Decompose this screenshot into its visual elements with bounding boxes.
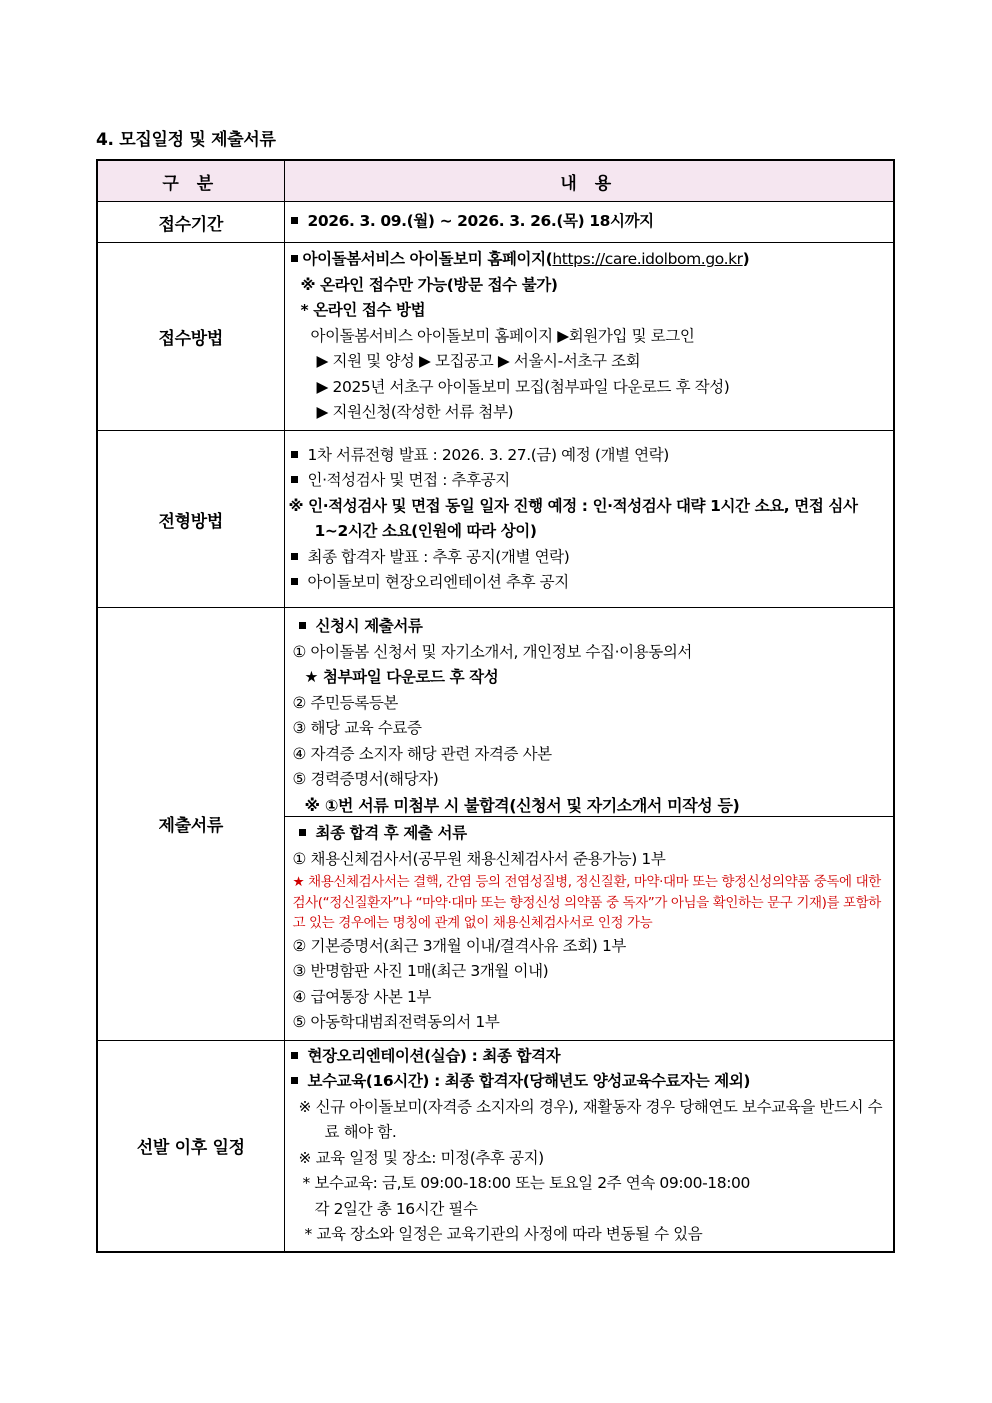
content-selection-method	[284, 431, 894, 608]
after-line2: 보수교육(16시간) : 최종 합격자(당해년도 양성교육수료자는 제외)	[307, 1072, 751, 1091]
final-item2: ② 기본증명서(최근 3개월 이내/결격사유 조회) 1부	[292, 936, 626, 955]
method-line6: ▶ 2025년 서초구 아이돌보미 모집(첨부파일 다운로드 후 작성)	[316, 377, 730, 396]
bullet-square-icon	[291, 451, 298, 458]
method-line1-suffix: )	[742, 250, 750, 269]
label-reception-period: 접수기간	[97, 202, 284, 243]
apply-item1: ① 아이돌봄 신청서 및 자기소개서, 개인정보 수집·이용동의서	[292, 642, 692, 661]
header-row	[97, 160, 894, 202]
after-line4: ※ 교육 일정 및 장소: 미정(추후 공지)	[298, 1148, 544, 1167]
apply-documents-block	[285, 608, 894, 816]
label-reception-method: 접수방법	[97, 243, 284, 431]
row-reception-method	[97, 243, 894, 431]
recruitment-table	[96, 159, 895, 1253]
selection-line5: 아이돌보미 현장오리엔테이션 추후 공지	[307, 573, 569, 591]
row-selection-method	[97, 431, 894, 608]
bullet-square-icon	[291, 1077, 298, 1084]
bullet-square-icon	[299, 622, 306, 629]
method-line1-prefix: 아이돌봄서비스 아이돌보미 홈페이지(	[302, 250, 553, 269]
final-title: 최종 합격 후 제출 서류	[315, 824, 467, 842]
bullet-square-icon	[299, 829, 306, 836]
method-line7: ▶ 지원신청(작성한 서류 첨부)	[316, 403, 514, 422]
bullet-square-icon	[291, 476, 298, 483]
bullet-square-icon	[291, 1052, 298, 1059]
selection-line1: 1차 서류전형 발표 : 2026. 3. 27.(금) 예정 (개별 연락)	[307, 445, 669, 464]
apply-item5: ⑤ 경력증명서(해당자)	[292, 770, 439, 788]
content-documents	[284, 608, 894, 1041]
content-reception-method	[284, 243, 894, 431]
bullet-square-icon	[291, 578, 298, 585]
selection-line4: 최종 합격자 발표 : 추후 공지(개별 연락)	[307, 547, 570, 566]
apply-item2: ② 주민등록등본	[292, 693, 398, 712]
label-selection-method: 전형방법	[97, 431, 284, 608]
final-item1-note: ★ 채용신체검사서는 결핵, 간염 등의 전염성질병, 정신질환, 마약·대마 또는 향정신성의약품 중독에 대한 검사(“정신질환자”나 “마약·대마 또는 향정신성 의약품 중 독자”가 아님을 확인하는 문구 기재)를 포함하고 있는 경우에는 명칭에 관계 없이 채용신체검사서로 인정 가능	[292, 874, 881, 931]
final-item3: ③ 반명함판 사진 1매(최근 3개월 이내)	[292, 962, 549, 980]
bullet-square-icon	[291, 553, 298, 560]
final-documents-block	[285, 816, 894, 1040]
method-line4: 아이돌봄서비스 아이돌보미 홈페이지 ▶회원가입 및 로그인	[310, 326, 695, 345]
section-heading: 4. 모집일정 및 제출서류	[96, 130, 276, 150]
bullet-square-icon	[291, 255, 298, 262]
header-content: 내 용	[284, 160, 894, 202]
reception-period-text: 2026. 3. 09.(월) ~ 2026. 3. 26.(목) 18시까지	[307, 212, 654, 231]
final-item4: ④ 급여통장 사본 1부	[292, 987, 432, 1006]
apply-item1-note: ★ 첨부파일 다운로드 후 작성	[304, 668, 499, 686]
bullet-square-icon	[291, 217, 298, 224]
header-category: 구 분	[97, 160, 284, 202]
row-after-selection	[97, 1040, 894, 1252]
label-documents: 제출서류	[97, 608, 284, 1041]
after-line3: ※ 신규 아이돌보미(자격증 소지자의 경우), 재활동자 경우 당해연도 보수교육을 반드시 수료 해야 함.	[298, 1097, 883, 1142]
final-item5: ⑤ 아동학대범죄전력동의서 1부	[292, 1013, 500, 1031]
after-line6: 각 2일간 총 16시간 필수	[314, 1199, 478, 1218]
final-item1: ① 채용신체검사서(공무원 채용신체검사서 준용가능) 1부	[292, 849, 666, 868]
method-line5: ▶ 지원 및 양성 ▶ 모집공고 ▶ 서울시-서초구 조회	[316, 352, 641, 371]
method-line3: * 온라인 접수 방법	[300, 301, 426, 320]
label-after-selection: 선발 이후 일정	[97, 1040, 284, 1252]
apply-item4: ④ 자격증 소지자 해당 관련 자격증 사본	[292, 744, 552, 763]
content-reception-period	[284, 202, 894, 243]
apply-item3: ③ 해당 교육 수료증	[292, 719, 422, 737]
homepage-link[interactable]: https://care.idolbom.go.kr	[552, 250, 743, 269]
apply-title: 신청시 제출서류	[315, 617, 423, 635]
method-line2: ※ 온라인 접수만 가능(방문 접수 불가)	[300, 275, 558, 294]
selection-line3: ※ 인·적성검사 및 면접 동일 일자 진행 예정 : 인·적성검사 대략 1시간 소요, 면접 심사 1~2시간 소요(인원에 따라 상이)	[288, 496, 858, 540]
after-line5: * 보수교육: 금,토 09:00-18:00 또는 토요일 2주 연속 09:00-18:00	[302, 1174, 750, 1193]
content-after-selection	[284, 1040, 894, 1252]
row-documents	[97, 608, 894, 1041]
apply-warning: ※ ①번 서류 미첨부 시 불합격(신청서 및 자기소개서 미작성 등)	[304, 795, 740, 815]
row-reception-period	[97, 202, 894, 243]
after-line7: * 교육 장소와 일정은 교육기관의 사정에 따라 변동될 수 있음	[304, 1225, 703, 1244]
after-line1: 현장오리엔테이션(실습) : 최종 합격자	[307, 1046, 561, 1065]
selection-line2: 인·적성검사 및 면접 : 추후공지	[307, 471, 510, 489]
